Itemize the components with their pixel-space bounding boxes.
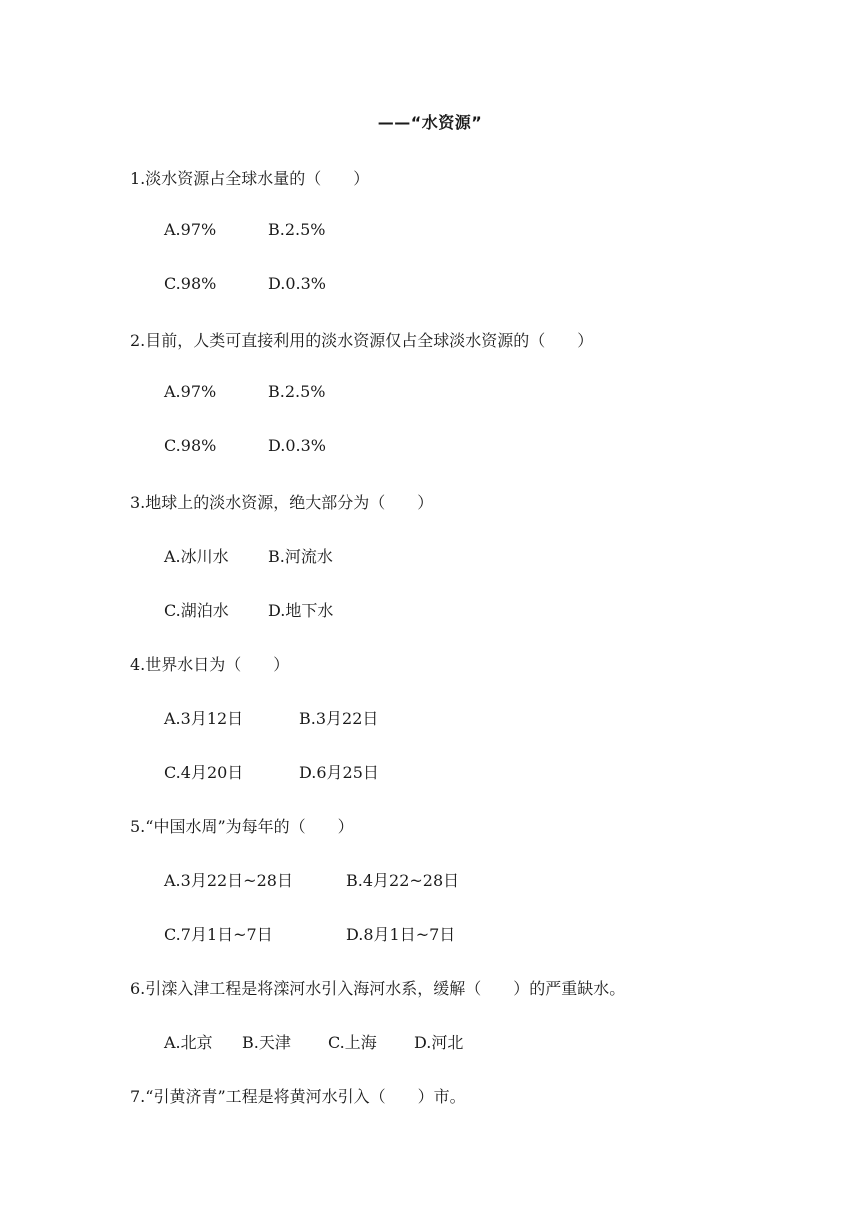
option-c: C.98% bbox=[164, 436, 217, 455]
question-3: 3.地球上的淡水资源，绝大部分为（ ） bbox=[130, 493, 434, 512]
option-b: B.3月22日 bbox=[299, 709, 379, 728]
option-c: C.4月20日 bbox=[164, 763, 244, 782]
option-a: A.97% bbox=[164, 382, 217, 401]
option-a: A.3月22日~28日 bbox=[164, 871, 293, 890]
question-6: 6.引滦入津工程是将滦河水引入海河水系，缓解（ ）的严重缺水。 bbox=[130, 979, 626, 998]
question-4: 4.世界水日为（ ） bbox=[130, 655, 290, 674]
option-c: C.7月1日~7日 bbox=[164, 925, 273, 944]
page-title: ——“水资源” bbox=[377, 113, 483, 132]
option-a: A.冰川水 bbox=[164, 547, 229, 566]
option-d: D.6月25日 bbox=[299, 763, 379, 782]
option-a: A.3月12日 bbox=[164, 709, 244, 728]
option-b: B.2.5% bbox=[268, 382, 326, 401]
option-d: D.8月1日~7日 bbox=[346, 925, 456, 944]
option-c: C.湖泊水 bbox=[164, 601, 229, 620]
option-a: A.北京 bbox=[164, 1033, 213, 1052]
option-d: D.地下水 bbox=[268, 601, 334, 620]
option-b: B.4月22~28日 bbox=[346, 871, 460, 890]
option-c: C.上海 bbox=[328, 1033, 377, 1052]
option-d: D.河北 bbox=[414, 1033, 464, 1052]
option-a: A.97% bbox=[164, 220, 217, 239]
option-b: B.河流水 bbox=[268, 547, 333, 566]
question-5: 5.“中国水周”为每年的（ ） bbox=[130, 817, 354, 836]
question-1: 1.淡水资源占全球水量的（ ） bbox=[130, 169, 370, 188]
option-c: C.98% bbox=[164, 274, 217, 293]
question-7: 7.“引黄济青”工程是将黄河水引入（ ）市。 bbox=[130, 1087, 466, 1106]
option-b: B.天津 bbox=[242, 1033, 291, 1052]
option-d: D.0.3% bbox=[268, 436, 326, 455]
option-d: D.0.3% bbox=[268, 274, 326, 293]
option-b: B.2.5% bbox=[268, 220, 326, 239]
question-2: 2.目前，人类可直接利用的淡水资源仅占全球淡水资源的（ ） bbox=[130, 331, 594, 350]
